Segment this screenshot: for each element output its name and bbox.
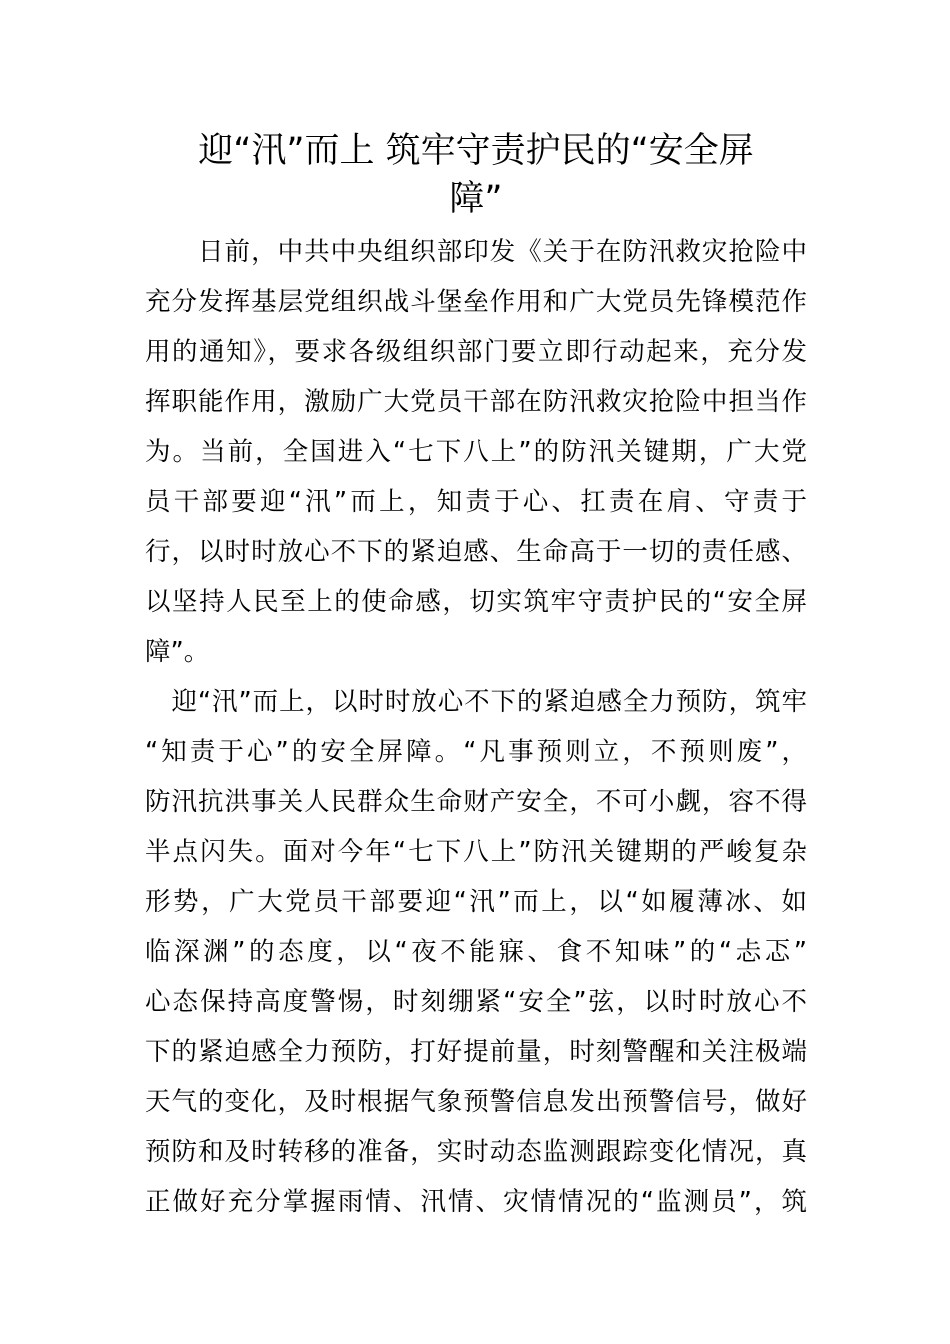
paragraph-line: 障”。	[145, 637, 210, 667]
title-line: 迎“汛”而上 筑牢守责护民的“安全屏	[198, 131, 754, 171]
paragraph-line: 迎“汛”而上，以时时放心不下的紧迫感全力预防，筑牢	[145, 687, 807, 717]
paragraph-line: 心态保持高度警惕，时刻绷紧“安全”弦，以时时放心不	[145, 987, 807, 1017]
paragraph-line: 临深渊”的态度，以“夜不能寐、食不知味”的“忐忑”	[145, 937, 807, 967]
paragraph-line: 下的紧迫感全力预防，打好提前量，时刻警醒和关注极端	[145, 1037, 807, 1067]
paragraph-line: 防汛抗洪事关人民群众生命财产安全，不可小觑，容不得	[145, 787, 807, 817]
paragraph-line: 为。当前，全国进入“七下八上”的防汛关键期，广大党	[145, 437, 807, 467]
paragraph-line: 员干部要迎“汛”而上，知责于心、扛责在肩、守责于	[145, 487, 807, 517]
paragraph-line: 以坚持人民至上的使命感，切实筑牢守责护民的“安全屏	[145, 587, 807, 617]
paragraph-line: 形势，广大党员干部要迎“汛”而上，以“如履薄冰、如	[145, 887, 807, 917]
paragraph-line: 日前，中共中央组织部印发《关于在防汛救灾抢险中	[145, 237, 807, 267]
paragraph-line: 充分发挥基层党组织战斗堡垒作用和广大党员先锋模范作	[145, 287, 807, 317]
title-line: 障”	[449, 179, 503, 219]
paragraph-line: 用的通知》，要求各级组织部门要立即行动起来，充分发	[145, 337, 807, 367]
document-title	[145, 127, 807, 223]
paragraph-line: 预防和及时转移的准备，实时动态监测跟踪变化情况，真	[145, 1137, 807, 1167]
paragraph-line: 半点闪失。面对今年“七下八上”防汛关键期的严峻复杂	[145, 837, 807, 867]
paragraph-line: 行，以时时放心不下的紧迫感、生命高于一切的责任感、	[145, 537, 807, 567]
paragraph-line: 正做好充分掌握雨情、汛情、灾情情况的“监测员”，筑	[145, 1187, 807, 1217]
paragraph-line: 挥职能作用，激励广大党员干部在防汛救灾抢险中担当作	[145, 387, 807, 417]
paragraph-line: “知责于心”的安全屏障。“凡事预则立，不预则废”，	[145, 737, 807, 767]
paragraph-line: 天气的变化，及时根据气象预警信息发出预警信号，做好	[145, 1087, 807, 1117]
